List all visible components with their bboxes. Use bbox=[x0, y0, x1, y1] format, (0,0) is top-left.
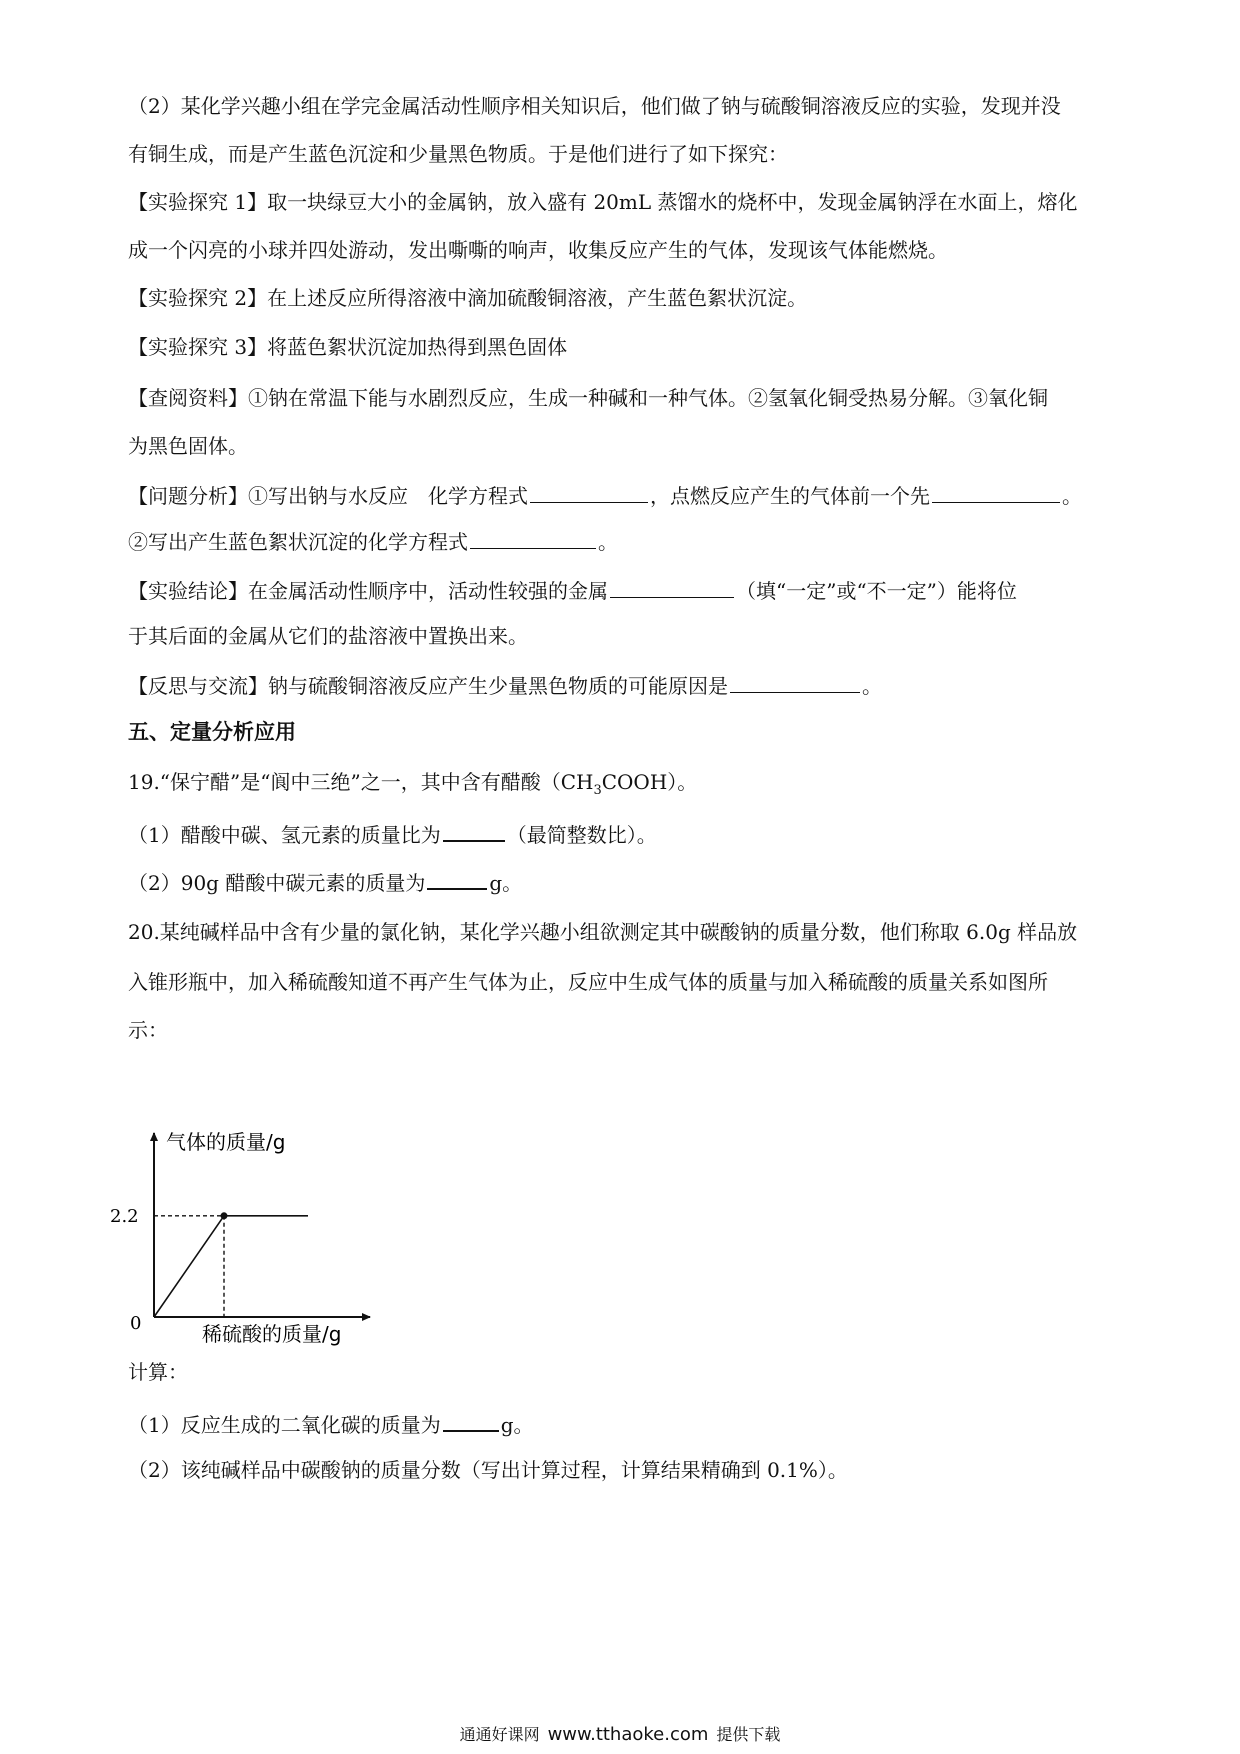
p2-line-2: 有铜生成，而是产生蓝色沉淀和少量黑色物质。于是他们进行了如下探究： bbox=[128, 142, 788, 166]
q20-sub-2: （2）该纯碱样品中碳酸钠的质量分数（写出计算过程，计算结果精确到 0.1%）。 bbox=[128, 1458, 848, 1482]
conclusion-line-1 bbox=[128, 575, 1017, 605]
analysis-line-2 bbox=[128, 526, 618, 556]
ref-line-2: 为黑色固体。 bbox=[128, 434, 248, 458]
analysis-text-b1: ②写出产生蓝色絮状沉淀的化学方程式 bbox=[128, 530, 468, 554]
analysis-text-b2: 。 bbox=[598, 530, 618, 554]
q20-line-2: 入锥形瓶中，加入稀硫酸知道不再产生气体为止，反应中生成气体的质量与加入稀硫酸的质量关系如图所 bbox=[128, 970, 1048, 994]
conclusion-text-a2: （填“一定”或“不一定”）能将位 bbox=[736, 579, 1017, 603]
exp1-line-1: 【实验探究 1】取一块绿豆大小的金属钠，放入盛有 20mL 蒸馏水的烧杯中，发现金属钠浮在水面上，熔化 bbox=[128, 190, 1078, 214]
footer-url-link[interactable]: www.tthaoke.com bbox=[547, 1724, 709, 1745]
exp3-line: 【实验探究 3】将蓝色絮状沉淀加热得到黑色固体 bbox=[128, 335, 568, 359]
q20-sub-1 bbox=[128, 1408, 534, 1439]
answer-blank-mass-ratio[interactable] bbox=[443, 818, 505, 842]
y-axis-label: 气体的质量/g bbox=[166, 1130, 286, 1154]
q19-stem-subscript: 3 bbox=[593, 783, 602, 798]
q20-line-3: 示： bbox=[128, 1018, 168, 1042]
y-tick-label: 2.2 bbox=[110, 1205, 139, 1227]
answer-blank-reason[interactable] bbox=[730, 670, 860, 693]
analysis-text-a2: ，点燃反应产生的气体前一个先 bbox=[650, 484, 930, 508]
conclusion-text-a1: 【实验结论】在金属活动性顺序中，活动性较强的金属 bbox=[128, 579, 608, 603]
q19-sub-2 bbox=[128, 866, 522, 897]
q20-sub-1-text-end: g。 bbox=[500, 1413, 534, 1437]
analysis-line-1 bbox=[128, 480, 1082, 510]
reflect-text-a1: 【反思与交流】钠与硫酸铜溶液反应产生少量黑色物质的可能原因是 bbox=[128, 674, 728, 698]
gas-mass-chart bbox=[110, 1125, 380, 1350]
answer-blank-precaution[interactable] bbox=[932, 480, 1060, 503]
page-footer bbox=[0, 1722, 1240, 1745]
answer-blank-equation-2[interactable] bbox=[470, 526, 596, 549]
analysis-text-a1: 【问题分析】①写出钠与水反应 化学方程式 bbox=[128, 484, 528, 508]
footer-download-text: 提供下载 bbox=[716, 1725, 781, 1744]
reflect-text-a2: 。 bbox=[862, 674, 882, 698]
answer-blank-equation-1[interactable] bbox=[530, 480, 648, 503]
section-heading: 五、定量分析应用 bbox=[128, 720, 296, 744]
q19-sub-2-text: （2）90g 醋酸中碳元素的质量为 bbox=[128, 871, 426, 895]
analysis-text-a3: 。 bbox=[1062, 484, 1082, 508]
series-line bbox=[154, 1216, 308, 1317]
origin-label: 0 bbox=[130, 1313, 142, 1334]
answer-blank-conclusion[interactable] bbox=[610, 575, 734, 598]
p2-line-1: （2）某化学兴趣小组在学完金属活动性顺序相关知识后，他们做了钠与硫酸铜溶液反应的实验，发现并没 bbox=[128, 94, 1061, 118]
q19-sub-1 bbox=[128, 818, 657, 849]
answer-blank-carbon-mass[interactable] bbox=[427, 866, 487, 890]
q19-sub-1-text-end: （最简整数比）。 bbox=[506, 823, 657, 847]
ref-line-1: 【查阅资料】①钠在常温下能与水剧烈反应，生成一种碱和一种气体。②氢氧化铜受热易分解。③氧化铜 bbox=[128, 386, 1048, 410]
q20-calc-label: 计算： bbox=[128, 1360, 188, 1384]
reflect-line bbox=[128, 670, 882, 700]
q19-sub-2-text-end: g。 bbox=[489, 871, 523, 895]
conclusion-line-2: 于其后面的金属从它们的盐溶液中置换出来。 bbox=[128, 624, 528, 648]
q20-line-1: 20.某纯碱样品中含有少量的氯化钠，某化学兴趣小组欲测定其中碳酸钠的质量分数，他们称取 6.0g 样品放 bbox=[128, 920, 1078, 944]
footer-site-name: 通通好课网 bbox=[459, 1725, 540, 1744]
exp1-line-2: 成一个闪亮的小球并四处游动，发出嘶嘶的响声，收集反应产生的气体，发现该气体能燃烧。 bbox=[128, 238, 948, 262]
q20-sub-1-text: （1）反应生成的二氧化碳的质量为 bbox=[128, 1413, 441, 1437]
q19-sub-1-text: （1）醋酸中碳、氢元素的质量比为 bbox=[128, 823, 441, 847]
exp2-line: 【实验探究 2】在上述反应所得溶液中滴加硫酸铜溶液，产生蓝色絮状沉淀。 bbox=[128, 286, 808, 310]
turning-point-dot bbox=[221, 1212, 228, 1219]
q19-stem-text: 19.“保宁醋”是“阆中三绝”之一，其中含有醋酸（CH bbox=[128, 770, 594, 794]
x-axis-label: 稀硫酸的质量/g bbox=[202, 1322, 342, 1346]
q19-stem bbox=[128, 768, 697, 805]
answer-blank-co2-mass[interactable] bbox=[443, 1408, 499, 1432]
q19-stem-text-end: COOH）。 bbox=[601, 770, 698, 794]
